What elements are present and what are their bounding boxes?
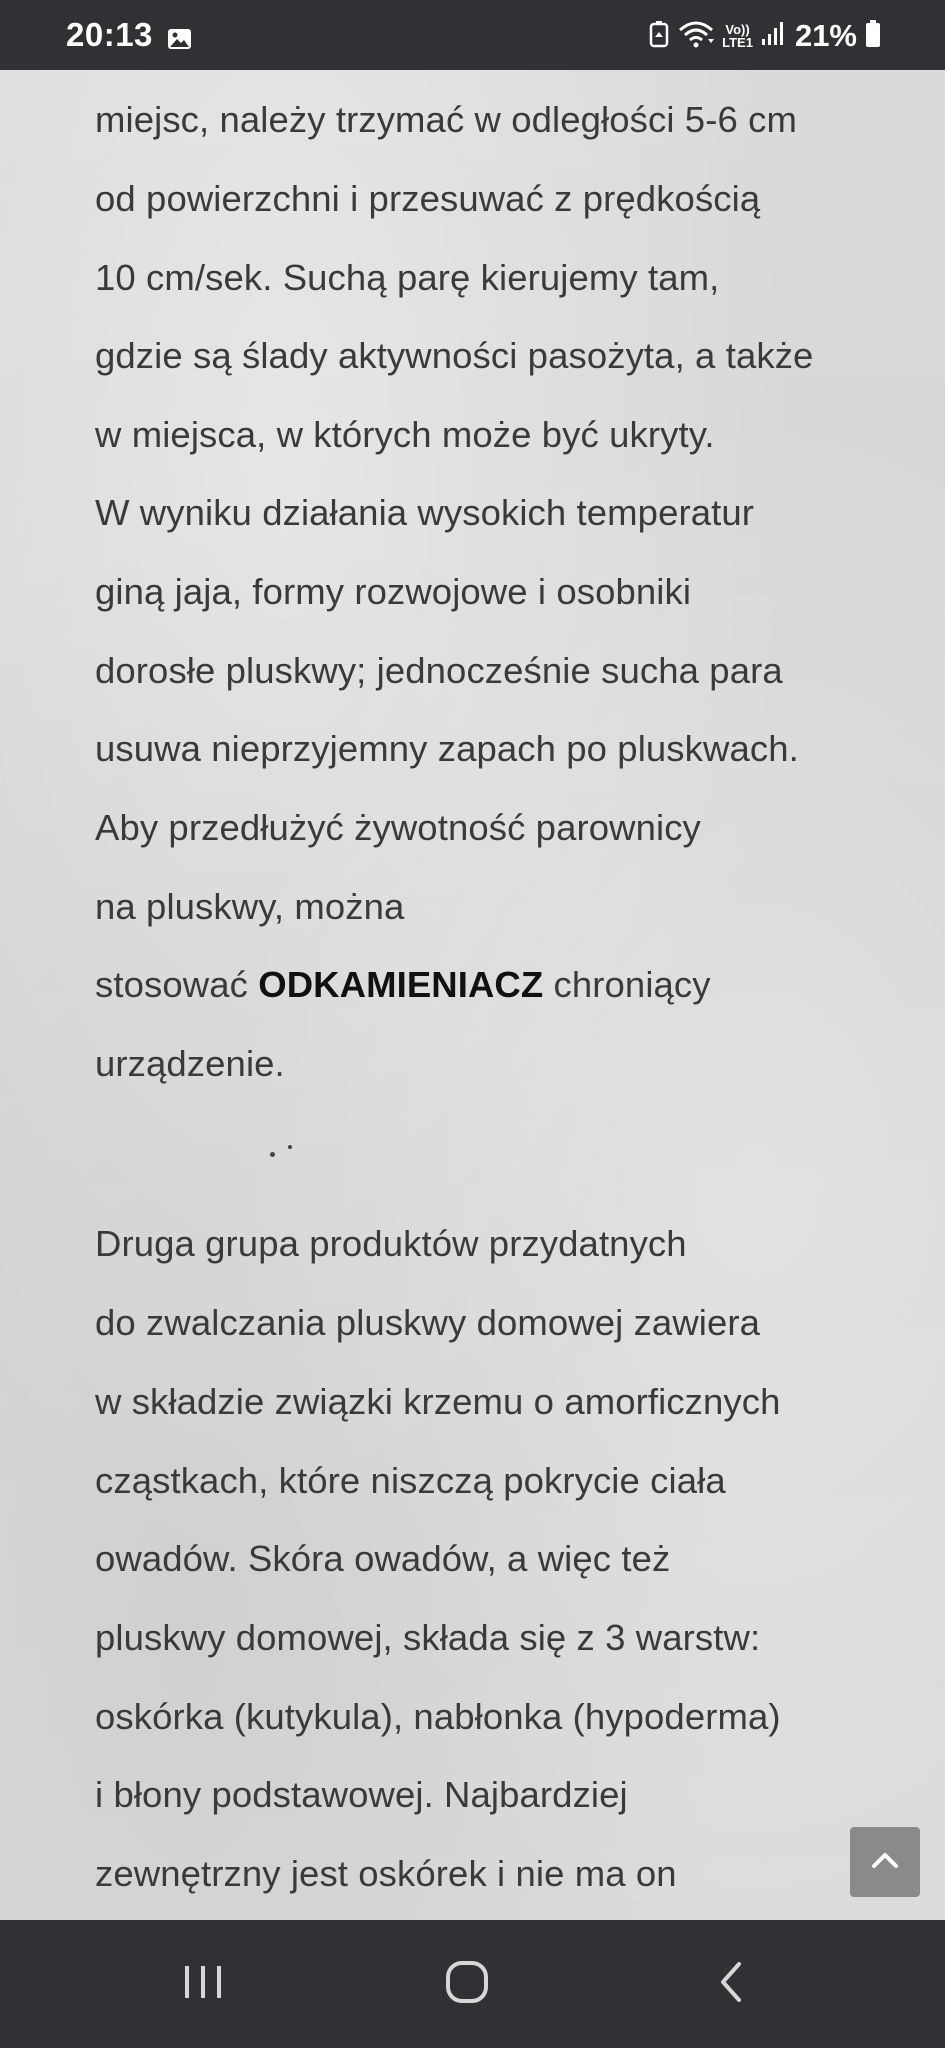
volte-icon xyxy=(722,23,753,49)
battery-percentage: 21% xyxy=(794,18,857,53)
product-link-odkamieniacz[interactable]: ODKAMIENIACZ xyxy=(258,964,544,1005)
chevron-up-icon xyxy=(871,1851,899,1874)
article-line: pluskwy domowej, składa się z 3 warstw: xyxy=(95,1617,761,1658)
article-line: do zwalczania pluskwy domowej zawiera xyxy=(95,1302,761,1343)
battery-icon xyxy=(865,20,881,53)
article-line: oskórka (kutykula), nabłonka (hypoderma) xyxy=(95,1696,781,1737)
article-line: od powierzchni i przesuwać z prędkością xyxy=(95,178,761,219)
volte-bottom-label: LTE1 xyxy=(722,35,753,50)
article-line: owadów. Skóra owadów, a więc też xyxy=(95,1538,671,1579)
background-speck xyxy=(288,1145,292,1149)
article-line: zewnętrzny jest oskórek i nie ma on xyxy=(95,1853,677,1894)
status-bar xyxy=(0,0,945,70)
recent-apps-button[interactable] xyxy=(171,1952,235,2016)
home-icon xyxy=(444,1959,490,2010)
article-line: usuwa nieprzyjemny zapach po pluskwach. xyxy=(95,728,799,769)
article-line-mixed xyxy=(95,963,711,1007)
back-icon xyxy=(717,1960,747,2009)
article-text: stosować xyxy=(95,964,259,1005)
status-icons xyxy=(648,16,881,56)
wifi-icon xyxy=(678,20,714,53)
article-line: giną jaja, formy rozwojowe i osobniki xyxy=(95,571,692,612)
background-speck xyxy=(270,1152,275,1157)
article-line: W wyniku działania wysokich temperatur xyxy=(95,492,755,533)
back-button[interactable] xyxy=(700,1952,764,2016)
article-text: chroniący xyxy=(543,964,711,1005)
article-line: gdzie są ślady aktywności pasożyta, a także xyxy=(95,335,814,376)
article-line: w miejsca, w których może być ukryty. xyxy=(95,414,715,455)
article-line: 10 cm/sek. Suchą parę kierujemy tam, xyxy=(95,257,720,298)
article-content xyxy=(0,70,945,1920)
scroll-to-top-button[interactable] xyxy=(850,1827,920,1897)
recent-apps-icon xyxy=(181,1962,225,2007)
article-line: Aby przedłużyć żywotność parownicy xyxy=(95,807,701,848)
home-button[interactable] xyxy=(435,1952,499,2016)
article-line: i błony podstawowej. Najbardziej xyxy=(95,1774,628,1815)
article-line: w składzie związki krzemu o amorficznych xyxy=(95,1381,781,1422)
article-line: dorosłe pluskwy; jednocześnie sucha para xyxy=(95,650,783,691)
signal-icon xyxy=(761,21,783,52)
navigation-bar xyxy=(0,1920,945,2048)
status-time: 20:13 xyxy=(66,16,153,53)
recycle-icon xyxy=(648,20,670,53)
gallery-icon xyxy=(167,28,192,50)
article-line: cząstkach, które niszczą pokrycie ciała xyxy=(95,1460,726,1501)
article-line: na pluskwy, można xyxy=(95,886,405,927)
article-line: miejsc, należy trzymać w odległości 5-6 cm xyxy=(95,99,797,140)
article-line: Druga grupa produktów przydatnych xyxy=(95,1223,687,1264)
volte-top-label: Vo)) xyxy=(725,22,750,37)
article-line: urządzenie. xyxy=(95,1043,285,1084)
